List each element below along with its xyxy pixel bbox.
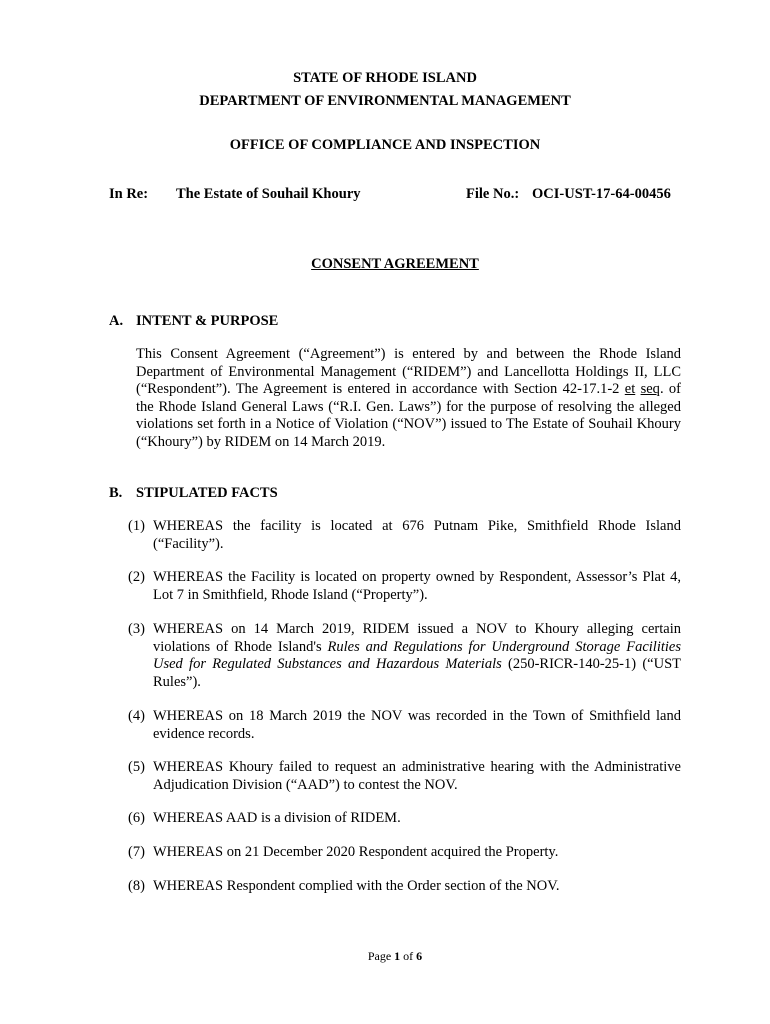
intent-paragraph xyxy=(136,346,681,451)
page-footer xyxy=(0,948,770,966)
section-b-heading xyxy=(109,485,278,503)
case-caption xyxy=(109,186,681,204)
state-heading: STATE OF RHODE ISLAND xyxy=(293,70,477,86)
fact-item xyxy=(128,878,681,896)
file-number: OCI-UST-17-64-00456 xyxy=(532,186,671,202)
page-current: 1 xyxy=(394,949,401,963)
section-title: INTENT & PURPOSE xyxy=(136,313,279,329)
section-title: STIPULATED FACTS xyxy=(136,485,278,501)
file-number-label: File No.: xyxy=(466,186,520,202)
fact-item xyxy=(128,759,681,794)
party-name: The Estate of Souhail Khoury xyxy=(176,186,361,202)
et-underlined: et xyxy=(624,381,636,397)
office-heading: OFFICE OF COMPLIANCE AND INSPECTION xyxy=(229,137,541,153)
fact-number: (5) xyxy=(128,759,145,775)
fact-text: WHEREAS AAD is a division of RIDEM. xyxy=(153,810,401,826)
fact-rule-title: Rules and Regulations for Underground Storage Facilities Used for Regulated Substances and Hazardous Materials xyxy=(153,638,681,672)
fact-item xyxy=(128,518,681,553)
page-word: Page xyxy=(367,949,392,963)
fact-item xyxy=(128,844,681,862)
fact-text: WHEREAS Respondent complied with the Order section of the NOV. xyxy=(153,878,560,894)
fact-number: (2) xyxy=(128,569,145,585)
fact-text: WHEREAS on 14 March 2019, RIDEM issued a NOV to Khoury alleging certain violations of Rhode Island's xyxy=(153,621,681,655)
fact-text: WHEREAS on 18 March 2019 the NOV was recorded in the Town of Smithfield land evidence records. xyxy=(153,708,681,742)
section-letter: A. xyxy=(109,313,124,329)
of-word: of xyxy=(403,949,414,963)
fact-number: (7) xyxy=(128,844,145,860)
document-title-text: CONSENT AGREEMENT xyxy=(311,256,479,272)
fact-number: (3) xyxy=(128,621,145,637)
page-total: 6 xyxy=(416,949,423,963)
fact-number: (4) xyxy=(128,708,145,724)
fact-text: (250-RICR-140-25-1) (“UST Rules”). xyxy=(153,656,681,690)
fact-number: (8) xyxy=(128,878,145,894)
section-a-heading xyxy=(109,313,278,331)
paragraph-text: This Consent Agreement (“Agreement”) is entered by and between the Rhode Island Department of Environmental Management (“RIDEM”) and Lancellotta Holdings II, LLC (“Respondent”). The Agreement is entered in accordance with Section 42-17.1-2 xyxy=(136,346,681,397)
fact-item xyxy=(128,621,681,691)
seq-underlined: seq xyxy=(640,381,660,397)
fact-number: (6) xyxy=(128,810,145,826)
paragraph-text: . of the Rhode Island General Laws (“R.I. Gen. Laws”) for the purpose of resolving the alleged violations set forth in a Notice of Violation (“NOV”) issued to The Estate of Souhail Khoury (“Khoury”) by RIDEM on 14 March 2019. xyxy=(136,381,681,450)
fact-number: (1) xyxy=(128,518,145,534)
fact-text: WHEREAS the Facility is located on property owned by Respondent, Assessor’s Plat 4, Lot 7 in Smithfield, Rhode Island (“Property”). xyxy=(153,569,681,603)
fact-text: WHEREAS the facility is located at 676 Putnam Pike, Smithfield Rhode Island (“Facility”). xyxy=(153,518,681,552)
section-letter: B. xyxy=(109,485,123,501)
fact-text: WHEREAS on 21 December 2020 Respondent acquired the Property. xyxy=(153,844,559,860)
fact-item xyxy=(128,708,681,743)
fact-item xyxy=(128,569,681,604)
in-re-label: In Re: xyxy=(109,186,149,202)
fact-item xyxy=(128,810,681,828)
department-heading: DEPARTMENT OF ENVIRONMENTAL MANAGEMENT xyxy=(199,93,571,109)
fact-text: WHEREAS Khoury failed to request an administrative hearing with the Administrative Adjudication Division (“AAD”) to contest the NOV. xyxy=(153,759,681,793)
document-title xyxy=(0,256,770,274)
